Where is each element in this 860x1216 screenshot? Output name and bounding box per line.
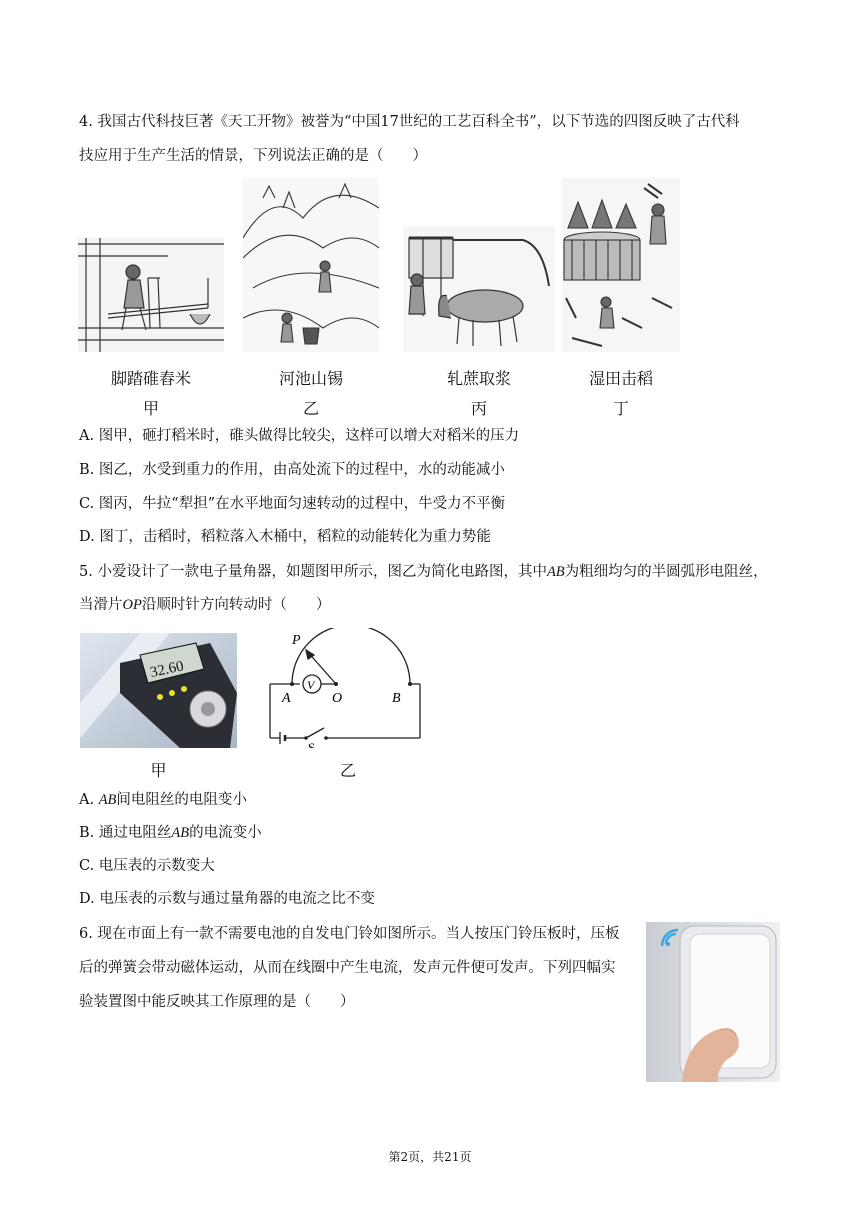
q4-stem-line2: 技应用于生产生活的情景，下列说法正确的是（ ）: [79, 148, 427, 164]
label-bing-1: 丙: [470, 399, 487, 418]
figure-self-powered-doorbell: [646, 922, 780, 1082]
q4-option-c[interactable]: C. 图丙，牛拉“犁担”在水平地面匀速转动的过程中，牛受力不平衡: [79, 496, 506, 512]
q4-stem-line1: 4. 我国古代科技巨著《天工开物》被誉为“中国17世纪的工艺百科全书”，以下节选的四图反映了古代科: [79, 114, 740, 130]
figure-foot-pestle: [78, 238, 224, 352]
caption-bing-1: 轧蔗取浆: [446, 369, 511, 388]
q5-option-a[interactable]: A. AB间电阻丝的电阻变小: [79, 792, 247, 808]
q4-option-d[interactable]: D. 图丁，击稻时，稻粒落入木桶中，稻粒的动能转化为重力势能: [79, 529, 491, 545]
label-ding-1: 丁: [612, 399, 629, 418]
q4-option-b[interactable]: B. 图乙，水受到重力的作用，由高处流下的过程中，水的动能减小: [79, 462, 505, 478]
caption-yi-1: 河池山锡: [278, 369, 343, 388]
label-o: O: [332, 691, 343, 706]
figure-electronic-protractor: [80, 633, 237, 748]
caption-ding-1: 湿田击稻: [588, 369, 653, 388]
q6-stem-line3: 验装置图中能反映其工作原理的是（ ）: [79, 994, 355, 1010]
label-jia-2: 甲: [150, 761, 167, 780]
figure-circuit-diagram: [262, 628, 430, 748]
q5-stem-line2: 当滑片OP沿顺时针方向转动时（ ）: [79, 597, 331, 613]
label-jia-1: 甲: [142, 399, 159, 418]
q5-option-d[interactable]: D. 电压表的示数与通过量角器的电流之比不变: [79, 891, 375, 907]
label-b: B: [392, 691, 401, 706]
label-v: V: [307, 678, 315, 692]
q5-option-b[interactable]: B. 通过电阻丝AB的电流变小: [79, 825, 262, 841]
figure-threshing-rice: [562, 178, 680, 352]
q6-stem-line1: 6. 现在市面上有一款不需要电池的自发电门铃如图所示。当人按压门铃压板时，压板: [79, 926, 620, 942]
figure-river-tin-mining: [243, 178, 379, 352]
page-footer: 第2页，共21页: [388, 1150, 472, 1164]
switch-s: [306, 728, 324, 738]
label-yi-1: 乙: [302, 399, 319, 418]
q5-option-c[interactable]: C. 电压表的示数变大: [79, 858, 215, 874]
label-s: S: [308, 740, 316, 748]
protractor-display: 32.60: [148, 658, 186, 681]
label-p: P: [292, 633, 301, 648]
q6-stem-line2: 后的弹簧会带动磁体运动，从而在线圈中产生电流，发声元件便可发声。下列四幅实: [79, 960, 616, 976]
caption-jia-1: 脚踏碓舂米: [110, 369, 191, 388]
q4-option-a[interactable]: A. 图甲，砸打稻米时，碓头做得比较尖，这样可以增大对稻米的压力: [79, 428, 520, 444]
label-a: A: [282, 691, 291, 706]
figure-sugarcane-press: [403, 226, 555, 352]
label-yi-2: 乙: [339, 761, 356, 780]
q5-stem-line1: 5. 小爱设计了一款电子量角器，如题图甲所示，图乙为简化电路图，其中AB为粗细均匀的半圆弧形电阻丝，: [79, 564, 768, 580]
